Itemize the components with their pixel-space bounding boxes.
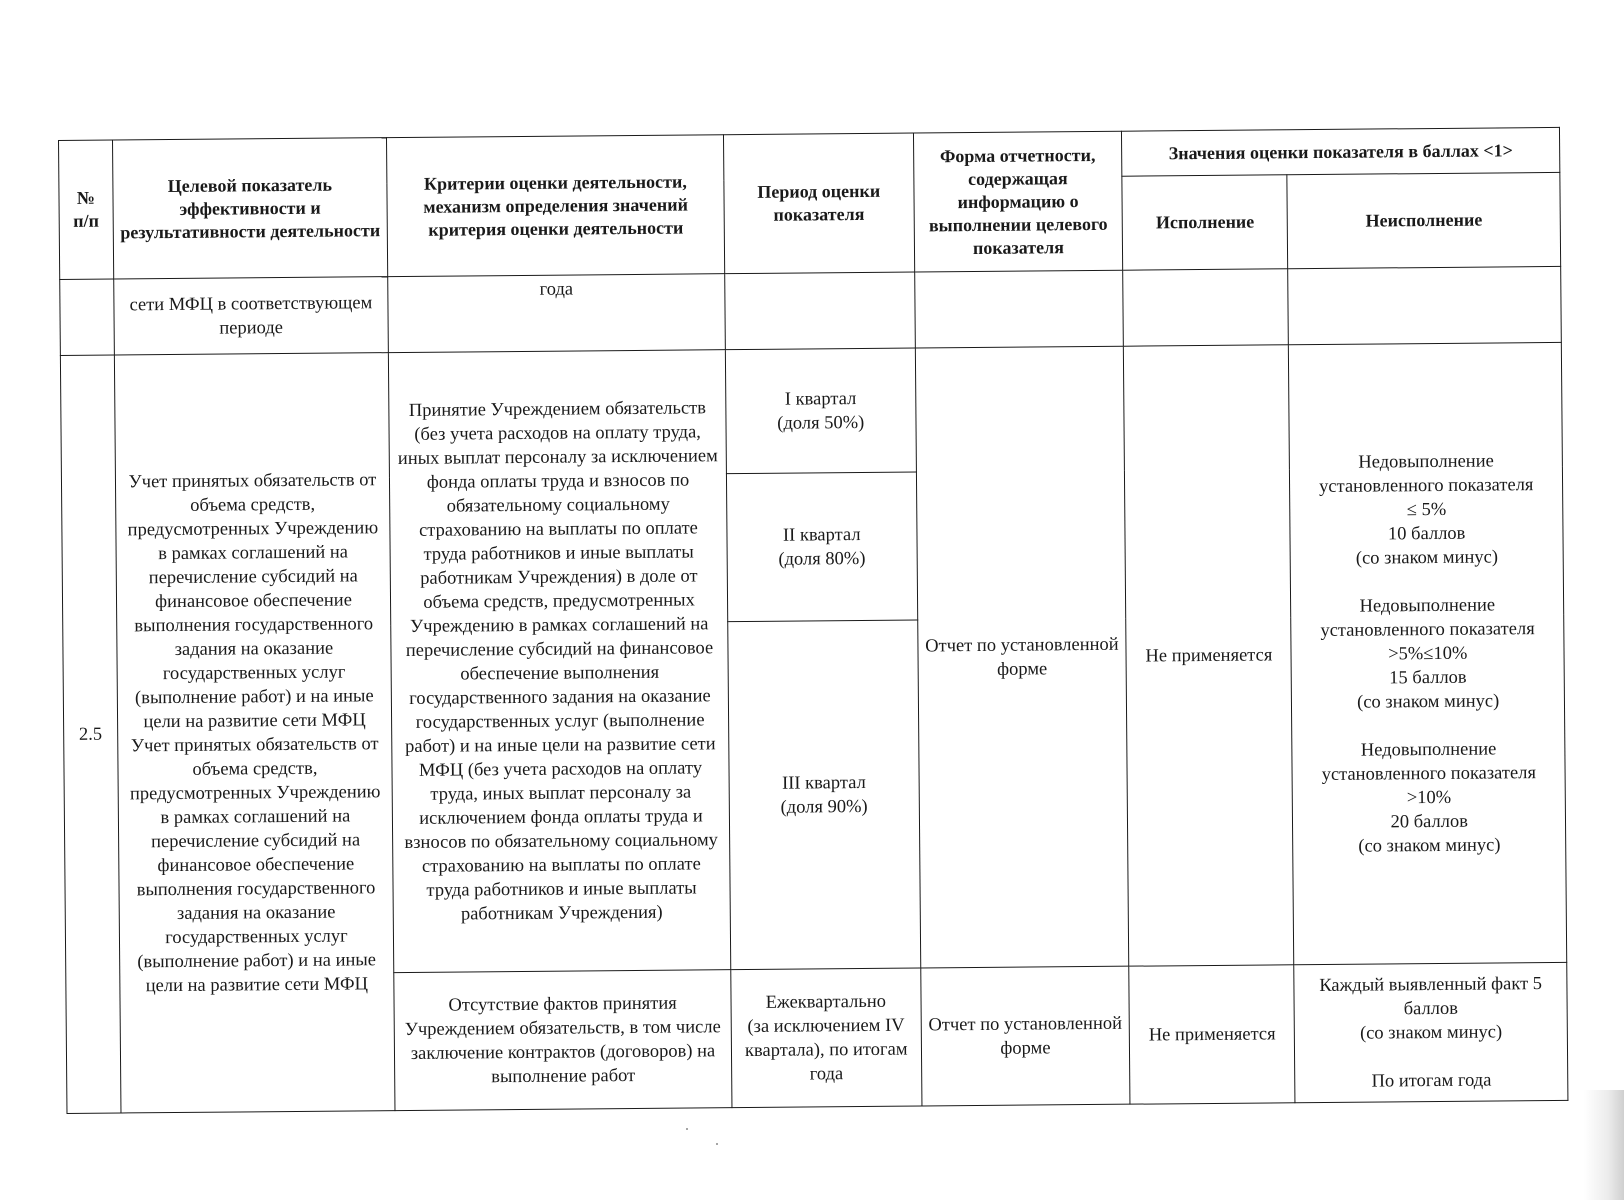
continuation-num — [60, 279, 114, 355]
continuation-period — [724, 272, 915, 350]
row-number: 2.5 — [60, 355, 120, 1113]
criteria-no-facts: Отсутствие фактов принятия Учреждением обязательств, в том числе заключение контрактов (договоров) на выполнение работ — [394, 970, 732, 1111]
header-scores: Значения оценки показателя в баллах <1> — [1122, 127, 1560, 176]
indicator-table — [58, 127, 1568, 1114]
header-num: № п/п — [59, 140, 114, 279]
scan-speck — [686, 1128, 688, 1130]
header-indicator: Целевой показатель эффективности и результативности деятельности — [112, 138, 388, 279]
period-q2: II квартал (доля 80%) — [726, 472, 917, 622]
scan-speck — [716, 1143, 718, 1145]
header-period: Период оценки показателя — [723, 133, 914, 274]
header-report-form: Форма отчетности, содержащая информацию о выполнении целевого показателя — [913, 131, 1123, 272]
header-execution: Исполнение — [1122, 175, 1288, 270]
period-q3: III квартал (доля 90%) — [728, 620, 921, 970]
execution-2: Не применяется — [1129, 965, 1295, 1104]
execution-1: Не применяется — [1124, 345, 1295, 966]
period-q1: I квартал (доля 50%) — [725, 348, 916, 474]
header-criteria: Критерии оценки деятельности, механизм определения значений критерия оценки деятельности — [387, 135, 725, 277]
report-form-1: Отчет по установленной форме — [915, 346, 1129, 968]
period-quarterly: Ежеквартально (за исключением IV квартала), по итогам года — [731, 968, 922, 1108]
continuation-execution — [1123, 269, 1289, 346]
continuation-non-execution — [1288, 266, 1561, 344]
non-execution-2: Каждый выявленный факт 5 баллов (со знаком минус) По итогам года — [1294, 962, 1568, 1102]
scan-shadow — [1584, 1090, 1624, 1200]
non-execution-1: Недовыполнение установленного показателя ≤ 5% 10 баллов (со знаком минус) Недовыполнение установленного показателя >5%≤10% 15 баллов (со знаком минус) Недовыполнение установленного показателя >10% 20 баллов (со знаком минус) — [1289, 342, 1567, 964]
criteria-share: Принятие Учреждением обязательств (без учета расходов на оплату труда, иных выплат персоналу за исключением фонда оплаты труда и взносов по обязательному социальному страхованию на выплаты по оплате труда работников и иные выплаты работникам Учреждения) в доле от объема средств, предусмотренных Учреждению в рамках соглашений на перечисление субсидий на финансовое обеспечение выполнения государственного задания на оказание государственных услуг (выполнение работ) и на иные цели на развитие сети МФЦ (без учета расходов на оплату труда, иных выплат персоналу за исключением фонда оплаты труда и взносов по обязательному социальному страхованию на выплаты по оплате труда работников и иные выплаты работникам Учреждения) — [389, 350, 731, 973]
report-form-2: Отчет по установленной форме — [920, 966, 1130, 1106]
continuation-indicator: сети МФЦ в соответствующем периоде — [113, 277, 388, 355]
continuation-report-form — [914, 270, 1123, 348]
continuation-criteria: года — [388, 274, 725, 353]
header-non-execution: Неисполнение — [1287, 172, 1560, 268]
row-indicator: Учет принятых обязательств от объема средств, предусмотренных Учреждению в рамках соглашений на перечисление субсидий на финансовое обеспечение выполнения государственного задания на оказание государственных услуг (выполнение работ) и на иные цели на развитие сети МФЦ Учет принятых обязательств от объема средств, предусмотренных Учреждению в рамках соглашений на перечисление субсидий на финансовое обеспечение выполнения государственного задания на оказание государственных услуг (выполнение работ) и на иные цели на развитие сети МФЦ — [114, 353, 395, 1113]
